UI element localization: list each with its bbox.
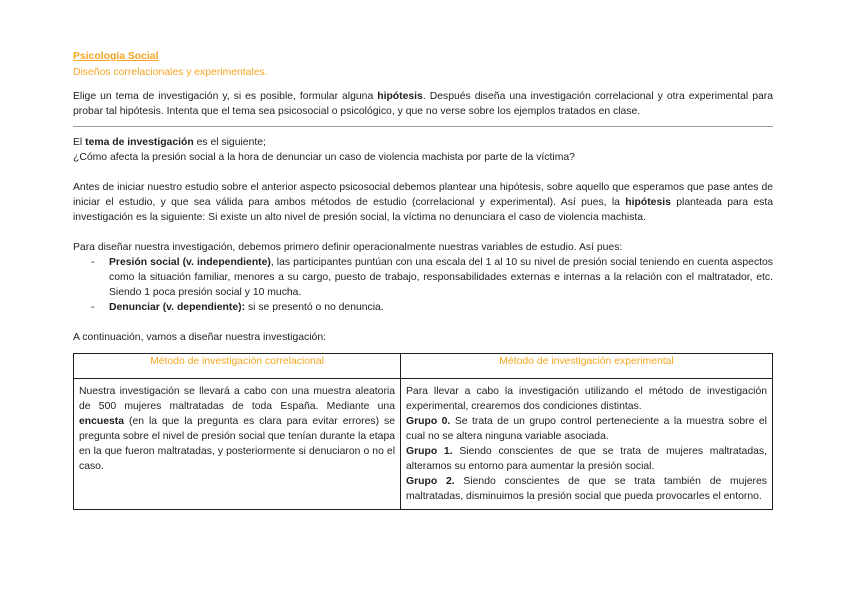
topic-question: ¿Cómo afecta la presión social a la hora de denunciar un caso de violencia machista por parte de la víctima? bbox=[73, 152, 575, 163]
variables-list bbox=[73, 255, 773, 315]
hypothesis-paragraph: Antes de iniciar nuestro estudio sobre el anterior aspecto psicosocial debemos plantear una hipótesis, sobre aquello que esperamos que pase antes de iniciar el estudio, y que sea válida para ambos métodos de estudio (correlacional y experimental). Así pues, la hipótesis planteada para esta investigación es la siguiente: Si existe un alto nivel de presión social, la víctima no denunciara el caso de violencia machista. bbox=[73, 182, 773, 223]
list-dash: - bbox=[91, 302, 95, 313]
variables-intro: Para diseñar nuestra investigación, debemos primero definir operacionalmente nuestras variables de estudio. Así pues: bbox=[73, 242, 623, 253]
list-dash: - bbox=[91, 257, 95, 268]
cell-correlational: Nuestra investigación se llevará a cabo con una muestra aleatoria de 500 mujeres maltratadas de toda España. Mediante una encuesta (en la que la pregunta es clara para evitar errores) se pregunta sobre el nivel de presión social que tenían durante la etapa en la que fueron maltratadas, y posteriormente si denuciaron o no el caso. bbox=[74, 379, 401, 510]
methods-table bbox=[73, 353, 773, 510]
table-row bbox=[74, 379, 773, 510]
topic-intro: El tema de investigación es el siguiente; bbox=[73, 137, 266, 148]
cell-experimental bbox=[401, 379, 773, 510]
design-intro: A continuación, vamos a diseñar nuestra investigación: bbox=[73, 332, 326, 343]
document-page bbox=[73, 49, 773, 510]
list-item: - Presión social (v. independiente), las participantes puntúan con una escala del 1 al 10 su nivel de presión social teniendo en cuenta aspectos como la situación familiar, menores a su cargo, puesto de trabajo, responsabilidades externas e internas a la relación con el maltratador, etc. Siendo 1 poca presión social y 10 mucha. bbox=[91, 257, 773, 298]
assignment-prompt: Elige un tema de investigación y, si es posible, formular alguna hipótesis. Después diseña una investigación correlacional y otra experimental para probar tal hipótesis. Intenta que el tema sea psicosocial o psicológico, y que no verse sobre los ejemplos tratados en clase. bbox=[73, 91, 773, 117]
document-subtitle: Diseños correlacionales y experimentales. bbox=[73, 67, 268, 78]
group-item: Grupo 2. Siendo conscientes de que se trata también de mujeres maltratadas, disminuimos la presión social que pueda provocarles el entorno. bbox=[406, 476, 767, 502]
experimental-intro: Para llevar a cabo la investigación utilizando el método de investigación experimental, crearemos dos condiciones distintas. bbox=[406, 386, 767, 412]
list-item: - Denunciar (v. dependiente): si se presentó o no denuncia. bbox=[91, 302, 384, 313]
header-experimental: Método de investigación experimental bbox=[401, 354, 773, 379]
group-item: Grupo 1. Siendo conscientes de que se trata de mujeres maltratadas, alteramos su entorno para aumentar la presión social. bbox=[406, 446, 767, 472]
document-title: Psicología Social bbox=[73, 51, 159, 62]
table-header-row bbox=[74, 354, 773, 379]
horizontal-divider bbox=[73, 126, 773, 127]
header-correlational: Método de investigación correlacional bbox=[74, 354, 401, 379]
group-item: Grupo 0. Se trata de un grupo control perteneciente a la muestra sobre el cual no se altera ninguna variable asociada. bbox=[406, 416, 767, 442]
